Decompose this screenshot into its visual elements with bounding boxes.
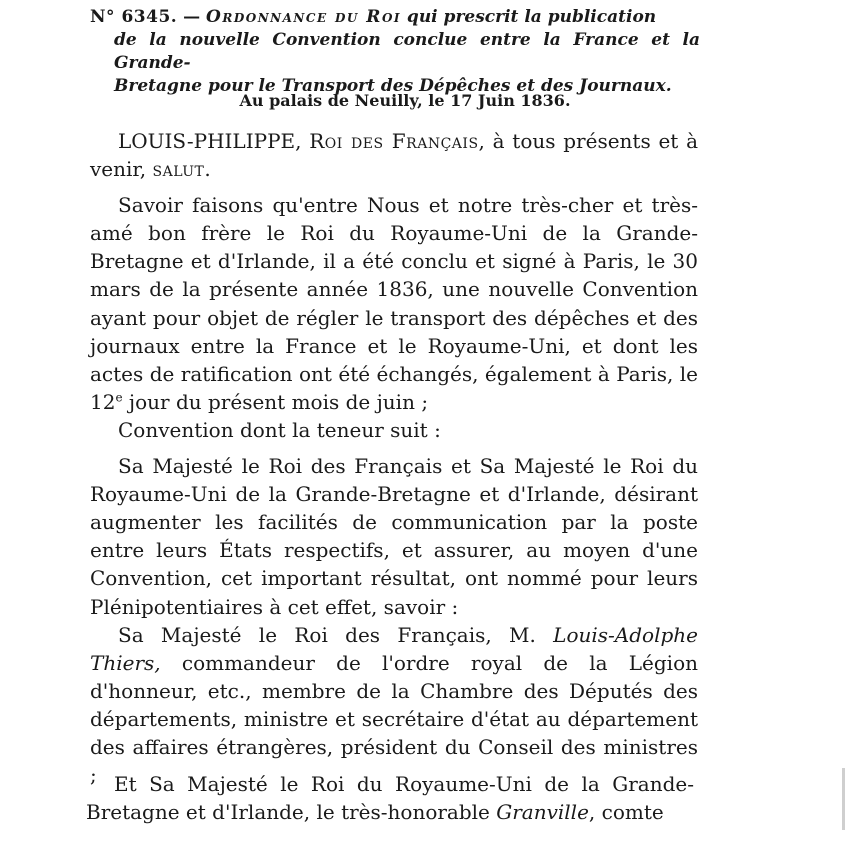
thiers-name: Louis-Adolphe Thiers, <box>90 622 698 675</box>
header-line2: de la nouvelle Convention conclue entre la France et la Grande- <box>114 30 700 73</box>
ordinance-title: Ordonnance du Roi <box>206 7 402 27</box>
paragraph-convention-teneur: Convention dont la teneur suit : <box>118 417 441 442</box>
paragraph-plenipotentiaires: Sa Majesté le Roi des Français et Sa Majesté le Roi du Royaume-Uni de la Grande-Bretagne et d'Irlande, désirant augmenter les facilités de communication par la poste entre leurs États respectifs, et assurer, au moyen d'une Convention, cet important résultat, ont nommé pour leurs Plénipotentiaires à cet effet, savoir : <box>90 454 698 619</box>
paragraph-savoir-faisons <box>90 191 698 416</box>
p5-text-a: Et Sa Majesté le Roi du Royaume-Uni de la Grande-Bretagne et d'Irlande, le très-honorable <box>86 772 694 825</box>
king-title: Roi des Français <box>309 129 479 153</box>
dateline: Au palais de Neuilly, le 17 Juin 1836. <box>239 91 571 110</box>
p1-superscript: e <box>115 390 123 405</box>
document-body <box>90 127 698 789</box>
granville-name: Granville <box>496 800 589 825</box>
header-line1-rest: qui prescrit la publication <box>401 7 657 27</box>
header-line3: Bretagne pour le Transport des Dépêches et des Journaux. <box>114 76 672 96</box>
p4-text-b: commandeur de l'ordre royal de la Légion d'honneur, etc., membre de la Chambre des Députés des départements, ministre et secrétaire d'état au département des affaires étrangères, président du Conseil des ministres ; <box>90 650 698 788</box>
salut: salut. <box>152 157 212 182</box>
p5-text-b: , comte <box>588 800 664 825</box>
preamble <box>90 127 698 183</box>
king-name: LOUIS-PHILIPPE, <box>118 129 302 153</box>
p4-text-a: Sa Majesté le Roi des Français, M. <box>118 622 554 647</box>
paragraph-thiers <box>90 621 698 790</box>
p1-text-a: Savoir faisons qu'entre Nous et notre très-cher et très-amé bon frère le Roi du Royaume-Uni de la Grande-Bretagne et d'Irlande, il a été conclu et signé à Paris, le 30 mars de la présente année 1836, une nouvelle Convention ayant pour objet de régler le transport des dépêches et des journaux entre la France et le Royaume-Uni, et dont les actes de ratification ont été échangés, également à Paris, le 12 <box>90 193 698 414</box>
ordinance-number: N° 6345. <box>90 7 178 27</box>
preamble-rest: , à tous présents et à venir, <box>90 129 698 182</box>
header-dash: — <box>177 7 207 27</box>
ordinance-header <box>90 6 700 98</box>
p1-text-b: jour du présent mois de juin ; <box>122 389 429 414</box>
paragraph-granville <box>86 770 694 826</box>
paragraph-granville-block <box>86 770 694 826</box>
